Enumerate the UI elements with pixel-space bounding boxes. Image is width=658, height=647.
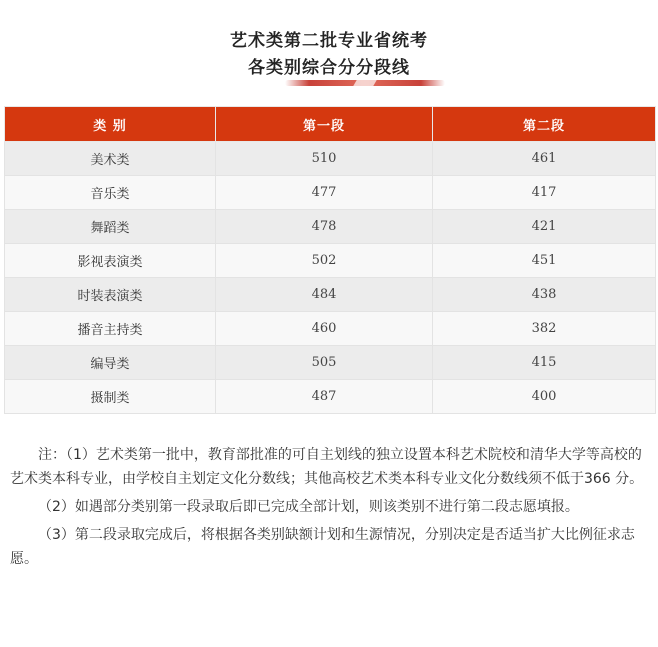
segment-2-cell: 415 — [433, 346, 656, 380]
table-row — [5, 312, 656, 346]
category-cell: 编导类 — [5, 346, 216, 380]
segment-1-cell: 477 — [216, 176, 433, 210]
segment-1-cell: 502 — [216, 244, 433, 278]
segment-2-cell: 421 — [433, 210, 656, 244]
category-cell: 时装表演类 — [5, 278, 216, 312]
header-segment-1: 第一段 — [216, 107, 433, 142]
table-row — [5, 210, 656, 244]
segment-2-cell: 400 — [433, 380, 656, 414]
segment-1-cell: 487 — [216, 380, 433, 414]
segment-1-cell: 484 — [216, 278, 433, 312]
decorative-ribbon — [285, 80, 445, 86]
table-row — [5, 278, 656, 312]
segment-2-cell: 382 — [433, 312, 656, 346]
note-2: （2）如遇部分类别第一段录取后即已完成全部计划，则该类别不进行第二段志愿填报。 — [38, 499, 579, 515]
table-header-row — [5, 107, 656, 142]
segment-1-cell: 505 — [216, 346, 433, 380]
table-row — [5, 346, 656, 380]
segment-1-cell: 478 — [216, 210, 433, 244]
notes-section — [10, 443, 646, 575]
table-row — [5, 176, 656, 210]
category-cell: 美术类 — [5, 142, 216, 176]
category-cell: 播音主持类 — [5, 312, 216, 346]
category-cell: 舞蹈类 — [5, 210, 216, 244]
header-segment-2: 第二段 — [433, 107, 656, 142]
note-1: 注：（1）艺术类第一批中，教育部批准的可自主划线的独立设置本科艺术院校和清华大学等高校的艺术类本科专业，由学校自主划定文化分数线；其他高校艺术类本科专业文化分数线须不低于366 分。 — [10, 447, 644, 487]
category-cell: 影视表演类 — [5, 244, 216, 278]
table-row — [5, 380, 656, 414]
table-row — [5, 244, 656, 278]
score-table — [4, 106, 656, 414]
note-3: （3）第二段录取完成后，将根据各类别缺额计划和生源情况，分别决定是否适当扩大比例征求志愿。 — [10, 527, 635, 567]
category-cell: 音乐类 — [5, 176, 216, 210]
header-category: 类 别 — [5, 107, 216, 142]
page-title: 艺术类第二批专业省统考 — [230, 31, 428, 51]
segment-2-cell: 438 — [433, 278, 656, 312]
table-row — [5, 142, 656, 176]
segment-1-cell: 510 — [216, 142, 433, 176]
category-cell: 摄制类 — [5, 380, 216, 414]
segment-2-cell: 417 — [433, 176, 656, 210]
segment-2-cell: 451 — [433, 244, 656, 278]
page-subtitle: 各类别综合分分段线 — [248, 58, 410, 78]
segment-1-cell: 460 — [216, 312, 433, 346]
segment-2-cell: 461 — [433, 142, 656, 176]
